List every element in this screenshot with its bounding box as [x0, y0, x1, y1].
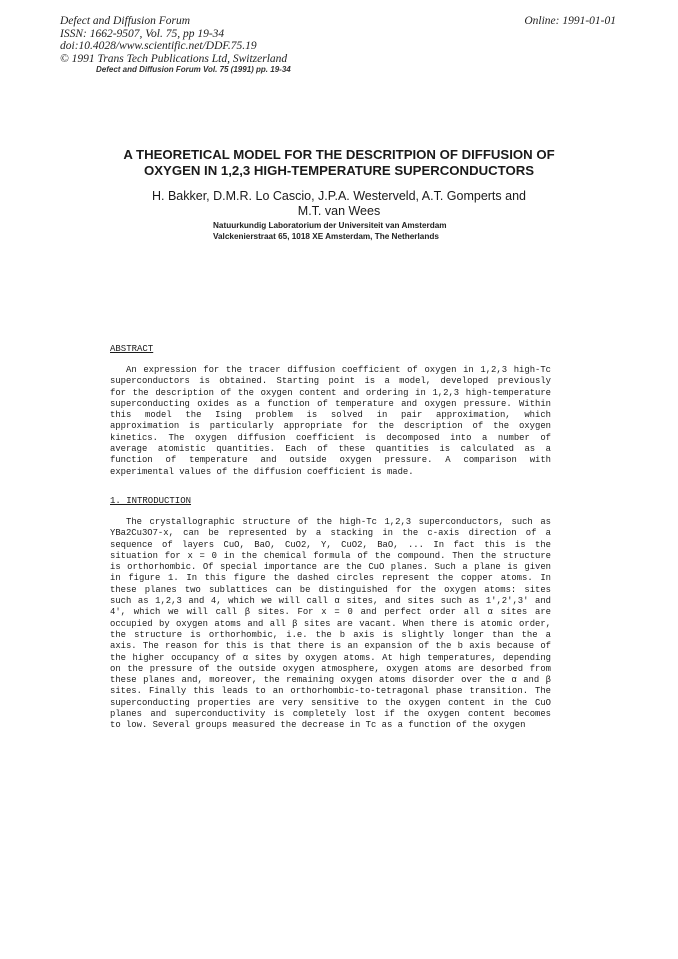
text-line: An expression for the tracer diffusion coefficient of oxygen in 1,2,3 high-Tc	[126, 365, 551, 375]
introduction-body	[110, 517, 551, 732]
author-list	[60, 189, 618, 219]
text-line: experimental values of the diffusion coefficient is made.	[110, 466, 414, 477]
affiliation	[213, 221, 447, 242]
title-line-1: A THEORETICAL MODEL FOR THE DESCRITPION OF DIFFUSION OF	[123, 147, 555, 162]
text-line: planes and superconductivity is completely lost if the oxygen content becomes	[110, 709, 551, 720]
text-line: to low. Several groups measured the decrease in Tc as a function of the oxygen	[110, 720, 526, 731]
text-line: axis. The reason for this is that there is an expansion of the b axis because of	[110, 641, 551, 652]
citation-header	[60, 15, 287, 65]
introduction-heading: 1. INTRODUCTION	[110, 496, 192, 506]
text-line: superconductors is obtained. Starting point is a model, developed previously	[110, 376, 551, 387]
affiliation-line-2: Valckenierstraat 65, 1018 XE Amsterdam, The Netherlands	[213, 231, 439, 241]
text-line: the structure is orthorhombic, i.e. the b axis is slightly longer than the a	[110, 629, 551, 640]
text-line: such as 1,2,3 and 4, which we will call α sites, and sites such as 1',2',3' and	[110, 596, 551, 607]
text-line: this model the Ising problem is solved in pair approximation, which	[110, 410, 551, 421]
issn-line: ISSN: 1662-9507, Vol. 75, pp 19-34	[60, 27, 225, 40]
text-line: on the pressure of the outside oxygen atmosphere, oxygen atoms are desorbed from	[110, 663, 551, 674]
text-line: YBa2Cu3O7-x, can be represented by a stacking in the c-axis direction of a	[110, 528, 551, 539]
text-line: the higher occupancy of α sites by oxygen atoms. At high temperatures, depending	[110, 652, 551, 663]
text-line: situation for x = 0 in the chemical formula of the compound. Then the structure	[110, 550, 551, 561]
text-line: 4', which we will call β sites. For x = 0 and perfect order all α sites are	[110, 607, 551, 618]
text-line: sites. Finally this leads to an orthorhombic-to-tetragonal phase transition. The	[110, 686, 551, 697]
paper-title	[60, 147, 618, 179]
text-line: average atomistic quantities. Each of these quantities is calculated as a	[110, 444, 551, 455]
title-line-2: OXYGEN IN 1,2,3 HIGH-TEMPERATURE SUPERCONDUCTORS	[143, 163, 535, 178]
doi-line: doi:10.4028/www.scientific.net/DDF.75.19	[60, 40, 257, 52]
abstract-body	[110, 365, 551, 478]
text-line: is orthorhombic. Of special importance are the CuO planes. Such a plane is given	[110, 562, 551, 573]
text-line: for the description of the oxygen content and ordering in 1,2,3 high-temperature	[110, 387, 551, 398]
affiliation-line-1: Natuurkundig Laboratorium der Universiteit van Amsterdam	[213, 221, 447, 230]
authors-line-1: H. Bakker, D.M.R. Lo Cascio, J.P.A. Westerveld, A.T. Gomperts and	[152, 189, 526, 203]
text-line: The crystallographic structure of the high-Tc 1,2,3 superconductors, such as	[126, 517, 551, 527]
text-line: these planes and, moreover, the remaining oxygen atoms disorder over the α and β	[110, 675, 551, 686]
copyright-line: © 1991 Trans Tech Publications Ltd, Switzerland	[60, 52, 288, 65]
text-line: kinetics. The oxygen diffusion coefficient is decomposed into a number of	[110, 432, 551, 443]
text-line: sequence of layers CuO, BaO, CuO2, Y, CuO2, BaO, ... In fact this is the	[110, 539, 551, 550]
journal-name: Defect and Diffusion Forum	[60, 15, 190, 27]
text-line: occupied by oxygen atoms and all β sites are vacant. When there is atomic order,	[110, 618, 551, 629]
text-line: superconducting properties are very sensitive to the oxygen content in the CuO	[110, 697, 551, 708]
abstract-heading: ABSTRACT	[110, 344, 154, 354]
online-date: Online: 1991-01-01	[524, 15, 616, 27]
text-line: these planes two sublattices can be distinguished for the oxygen atoms: sites	[110, 584, 551, 595]
text-line: function of temperature and outside oxygen pressure. A comparison with	[110, 455, 551, 466]
text-line: superconducting oxides as a function of temperature and oxygen pressure. Within	[110, 398, 551, 409]
text-line: approximation is particularly appropriate for the description of the oxygen	[110, 421, 551, 432]
journal-volume-line: Defect and Diffusion Forum Vol. 75 (1991) pp. 19-34	[96, 65, 291, 74]
authors-line-2: M.T. van Wees	[297, 204, 381, 218]
text-line: in figure 1. In this figure the dashed circles represent the copper atoms. In	[110, 573, 551, 584]
